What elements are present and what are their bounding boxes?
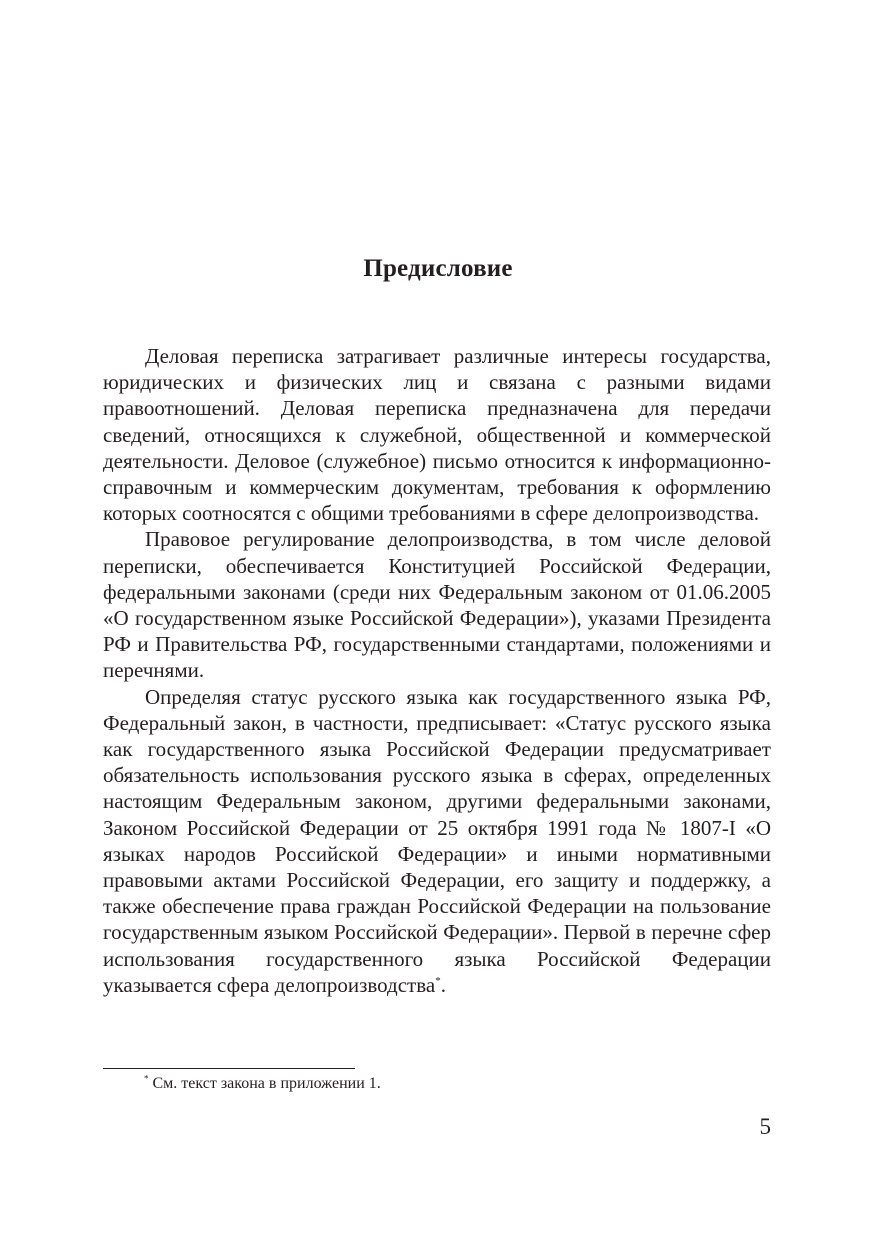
paragraph-3-text: Определяя статус русского языка как государственного языка РФ, Федеральный закон, в частности, предписывает: «Статус русского языка как государственного языка Российской Федерации предусматривает обязательность использования русского языка в сферах, определенных настоящим Федеральным законом, другими федеральными законами, Законом Российской Федерации от 25 октября 1991 года № 1807-I «О языках народов Российской Федерации» и иными нормативными правовыми актами Российской Федерации, его защиту и поддержку, а также обеспечение права граждан Российской Федерации на пользование государственным языком Российской Федерации». Первой в перечне сфер использования государственного языка Российской Федерации указывается сфера делопроизводства	[103, 684, 771, 997]
footnote-divider	[103, 1068, 355, 1069]
paragraph-2: Правовое регулирование делопроизводства, в том числе деловой переписки, обеспечивается Конституцией Российской Федерации, федеральными законами (среди них Федеральным законом от 01.06.2005 «О государственном языке Российской Федерации»), указами Президента РФ и Правительства РФ, государственными стандартами, положениями и перечнями.	[103, 527, 771, 683]
footnote-reference: *	[435, 974, 441, 987]
paragraph-3-tail: .	[440, 972, 446, 997]
paragraph-1: Деловая переписка затрагивает различные интересы государства, юридических и физических лиц и связана с разными видами правоотношений. Деловая переписка предназначена для передачи сведений, относящихся к служебной, общественной и коммерческой деятельности. Деловое (служебное) письмо относится к информационно-справочным и коммерческим документам, требования к оформлению которых соотносятся с общими требованиями в сфере делопроизводства.	[103, 344, 771, 526]
footnote-marker: *	[144, 1073, 149, 1084]
footnote-text: См. текст закона в приложении 1.	[148, 1075, 381, 1092]
footnote	[144, 1073, 744, 1095]
paragraph-3	[103, 684, 771, 998]
page-title: Предисловие	[363, 255, 513, 282]
body-text	[103, 343, 771, 998]
page-number: 5	[759, 1114, 771, 1139]
